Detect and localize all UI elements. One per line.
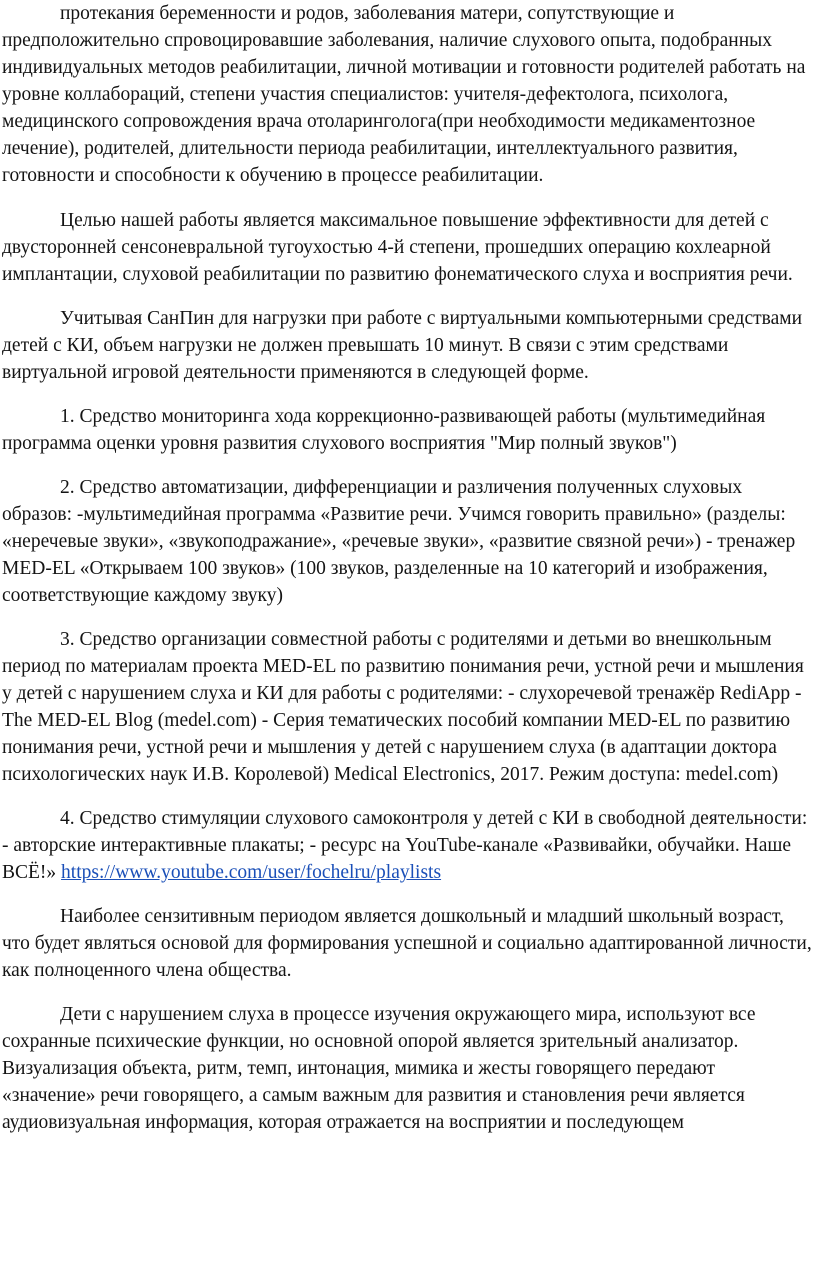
paragraph-6-list-item-3: 3. Средство организации совместной работы с родителями и детьми во внешкольным период по материалам проекта MED-EL по развитию понимания речи, устной речи и мышления у детей с нарушением слуха и КИ для работы с родителями: - слухоречевой тренажёр RediApp - The MED-EL Blog (medel.com) - Серия тематических пособий компании MED-EL по развитию понимания речи, устной речи и мышления у детей с нарушением слуха (в адаптации доктора психологических наук И.В. Королевой) Medical Electronics, 2017. Режим доступа: medel.com) <box>2 629 804 785</box>
paragraph-2: Целью нашей работы является максимальное повышение эффективности для детей с двусторонней сенсоневральной тугоухостью 4-й степени, прошедших операцию кохлеарной имплантации, слуховой реабилитации по развитию фонематического слуха и восприятия речи. <box>2 210 793 285</box>
paragraph-7-list-item-4 <box>2 805 812 886</box>
paragraph-8: Наиболее сензитивным периодом является дошкольный и младший школьный возраст, что будет являться основой для формирования успешной и социально адаптированной личности, как полноценного члена общества. <box>2 906 812 981</box>
paragraph-4-list-item-1: 1. Средство мониторинга хода коррекционно-развивающей работы (мультимедийная программа оценки уровня развития слухового восприятия "Мир полный звуков") <box>2 406 766 454</box>
paragraph-1: протекания беременности и родов, заболевания матери, сопутствующие и предположительно спровоцировавшие заболевания, наличие слухового опыта, подобранных индивидуальных методов реабилитации, личной мотивации и готовности родителей работать на уровне коллабораций, степени участия специалистов: учителя-дефектолога, психолога, медицинского сопровождения врача отоларинголога(при необходимости медикаментозное лечение), родителей, длительности периода реабилитации, интеллектуального развития, готовности и способности к обучению в процессе реабилитации. <box>2 3 806 186</box>
paragraph-9: Дети с нарушением слуха в процессе изучения окружающего мира, используют все сохранные психические функции, но основной опорой является зрительный анализатор. Визуализация объекта, ритм, темп, интонация, мимика и жесты говорящего передают «значение» речи говорящего, а самым важным для развития и становления речи является аудиовизуальная информация, которая отражается на восприятии и последующем <box>2 1004 756 1133</box>
paragraph-3: Учитывая СанПин для нагрузки при работе с виртуальными компьютерными средствами детей с КИ, объем нагрузки не должен превышать 10 минут. В связи с этим средствами виртуальной игровой деятельности применяются в следующей форме. <box>2 308 803 383</box>
paragraph-7-text: 4. Средство стимуляции слухового самоконтроля у детей с КИ в свободной деятельности: - авторские интерактивные плакаты; - ресурс на YouTube-канале «Развивайки, обучайки. Наше ВСЁ!» <box>2 808 808 883</box>
youtube-playlist-link[interactable]: https://www.youtube.com/user/fochelru/playlists <box>61 862 442 883</box>
paragraph-5-list-item-2: 2. Средство автоматизации, дифференциации и различения полученных слуховых образов: -мультимедийная программа «Развитие речи. Учимся говорить правильно» (разделы: «неречевые звуки», «звукоподражание», «речевые звуки», «развитие связной речи») - тренажер MED-EL «Открываем 100 звуков» (100 звуков, разделенные на 10 категорий и изображения, соответствующие каждому звуку) <box>2 477 796 606</box>
